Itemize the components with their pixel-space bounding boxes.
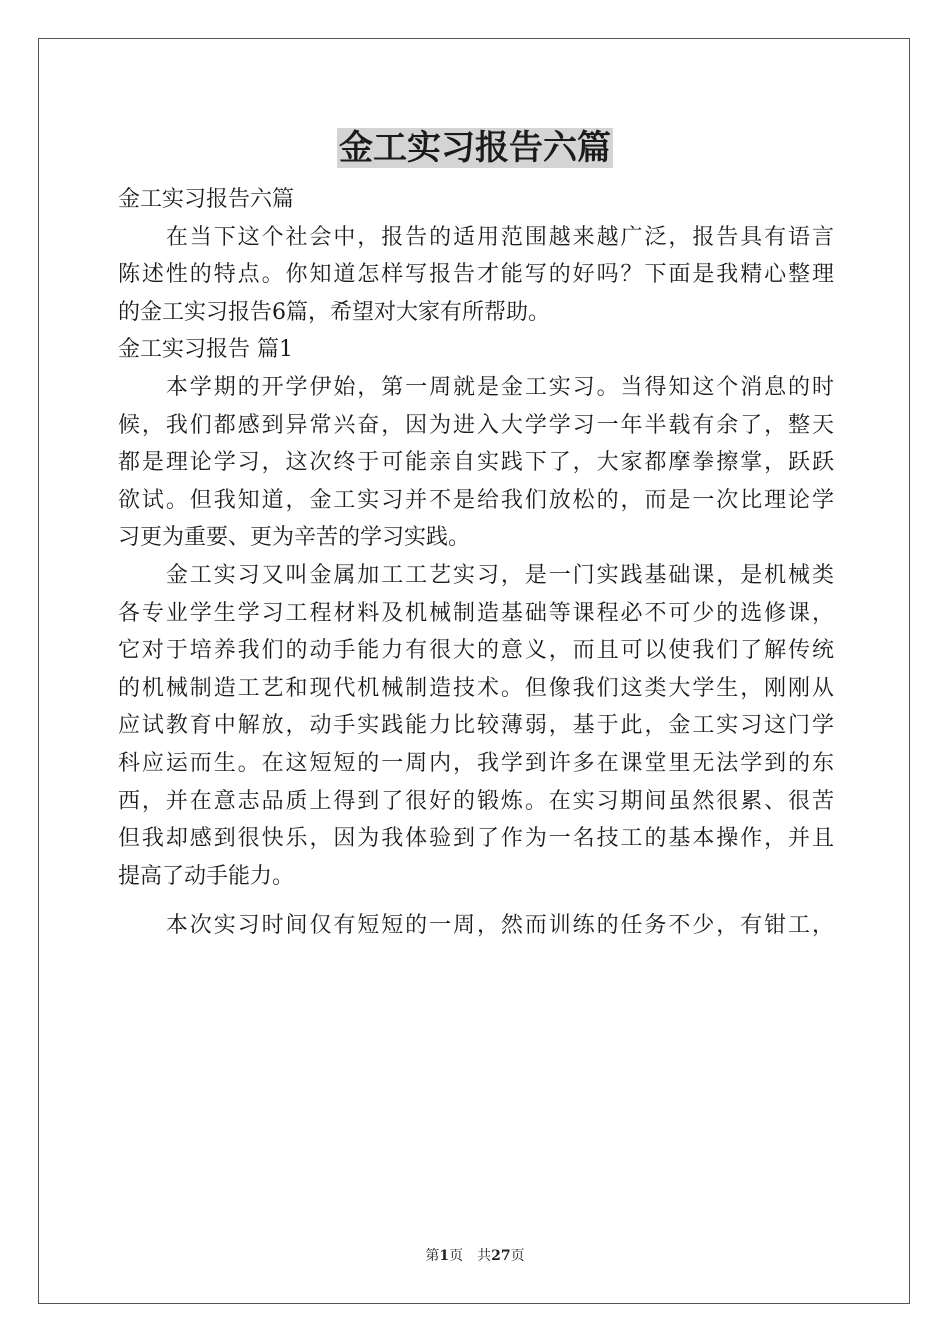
page-footer <box>0 1246 950 1266</box>
text-line: 它对于培养我们的动手能力有很大的意义，而且可以使我们了解传统 <box>118 638 834 664</box>
text-line: 的机械制造工艺和现代机械制造技术。但像我们这类大学生，刚刚从 <box>118 675 834 701</box>
text-line: 各专业学生学习工程材料及机械制造基础等课程必不可少的选修课， <box>118 600 834 626</box>
text-line: 候，我们都感到异常兴奋，因为进入大学学习一年半载有余了，整天 <box>118 412 834 438</box>
text-line: 科应运而生。在这短短的一周内，我学到许多在课堂里无法学到的东 <box>118 750 834 776</box>
text-line: 提高了动手能力。 <box>118 863 295 889</box>
intro-paragraph <box>118 219 834 332</box>
section-heading: 金工实习报告 篇1 <box>118 337 293 363</box>
footer-page-number: 1 <box>439 1248 450 1264</box>
footer-page-suffix: 页 <box>510 1248 525 1264</box>
footer-page-total: 27 <box>491 1248 511 1264</box>
paragraph-3 <box>118 907 834 945</box>
footer-page-prefix: 第 <box>425 1248 440 1264</box>
text-line: 习更为重要、更为辛苦的学习实践。 <box>118 525 471 551</box>
text-line: 但我却感到很快乐，因为我体验到了作为一名技工的基本操作，并且 <box>118 826 834 852</box>
text-line: 的金工实习报告6篇，希望对大家有所帮助。 <box>118 299 550 325</box>
text-line: 在当下这个社会中，报告的适用范围越来越广泛，报告具有语言 <box>118 224 834 250</box>
text-line: 西，并在意志品质上得到了很好的锻炼。在实习期间虽然很累、很苦 <box>118 788 834 814</box>
subtitle: 金工实习报告六篇 <box>118 187 295 212</box>
text-line: 都是理论学习，这次终于可能亲自实践下了，大家都摩拳擦掌，跃跃 <box>118 450 834 476</box>
text-line: 本学期的开学伊始，第一周就是金工实习。当得知这个消息的时 <box>118 374 834 400</box>
document-title <box>0 125 950 171</box>
text-line: 本次实习时间仅有短短的一周，然而训练的任务不少，有钳工， <box>118 913 834 939</box>
paragraph-1 <box>118 369 834 557</box>
text-line: 应试教育中解放，动手实践能力比较薄弱，基于此，金工实习这门学 <box>118 713 834 739</box>
paragraph-gap <box>118 895 834 907</box>
paragraph-2 <box>118 557 834 895</box>
title-text: 金工实习报告六篇 <box>339 128 611 168</box>
text-line: 欲试。但我知道，金工实习并不是给我们放松的，而是一次比理论学 <box>118 487 834 513</box>
text-line: 陈述性的特点。你知道怎样写报告才能写的好吗？下面是我精心整理 <box>118 262 834 288</box>
document-body <box>118 181 834 945</box>
footer-page-mid: 页 共 <box>449 1248 492 1264</box>
text-line: 金工实习又叫金属加工工艺实习，是一门实践基础课，是机械类 <box>118 562 834 588</box>
